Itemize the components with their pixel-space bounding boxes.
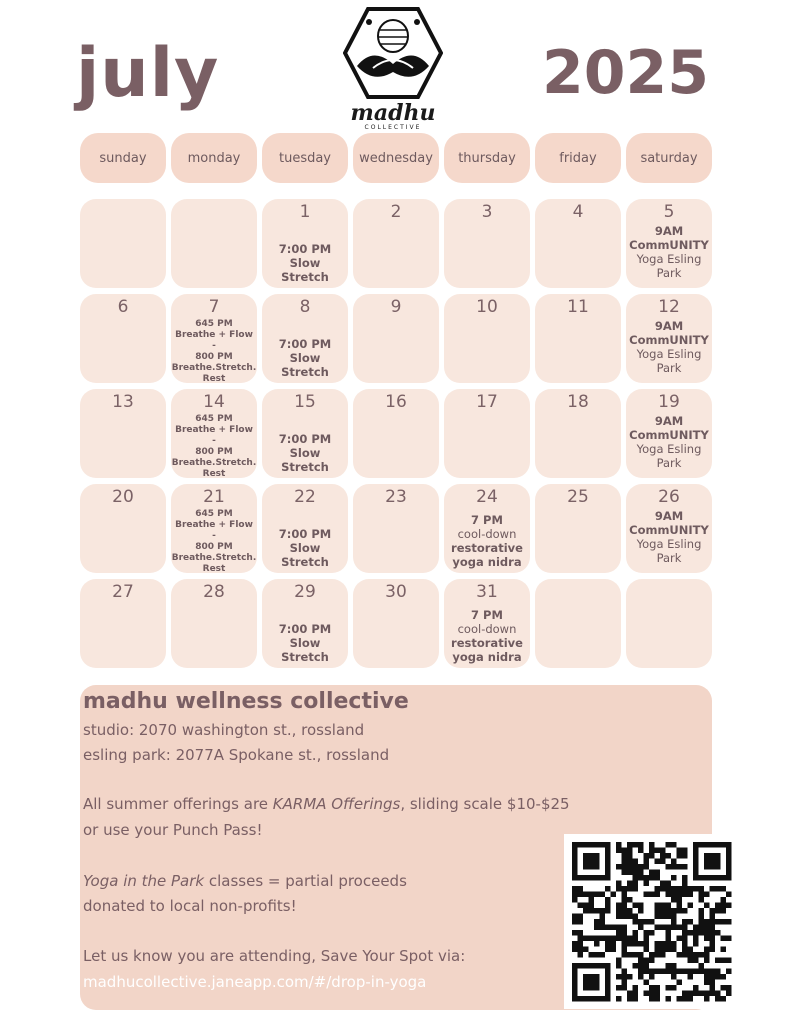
qr-code[interactable]: [564, 834, 739, 1009]
day-cell: [262, 199, 348, 288]
day-cell: [353, 294, 439, 383]
day-number: 15: [294, 392, 316, 412]
calendar-grid: [80, 199, 712, 669]
event-line: restorative: [451, 636, 523, 650]
event-block: [171, 414, 257, 480]
qr-code-icon[interactable]: [564, 834, 739, 1009]
event-line: restorative: [451, 541, 523, 555]
event-block: [444, 608, 530, 664]
event-block: [626, 319, 712, 375]
day-cell: [353, 484, 439, 573]
day-cell: [535, 389, 621, 478]
event-line: 7 PM: [471, 513, 503, 527]
event-line: 800 PM: [195, 542, 233, 552]
day-number: 11: [567, 297, 589, 317]
event-block: [171, 509, 257, 575]
day-number: 16: [385, 392, 407, 412]
event-line: 7:00 PM: [278, 337, 332, 351]
event-block: [262, 616, 348, 664]
day-number: 20: [112, 487, 134, 507]
event-line: 9AM: [654, 414, 684, 428]
weekday-sunday: sunday: [80, 133, 166, 183]
event-line: -: [212, 436, 216, 446]
event-line: 645 PM: [195, 509, 233, 519]
event-line: Stretch: [281, 650, 329, 664]
day-cell: [444, 294, 530, 383]
day-cell: [262, 294, 348, 383]
event-line: 9AM: [654, 319, 684, 333]
day-cell: [353, 199, 439, 288]
event-block: [262, 426, 348, 474]
event-line: Breathe.Stretch.: [171, 458, 257, 468]
day-number: 12: [658, 297, 680, 317]
event-block: [626, 414, 712, 470]
studio-address: studio: 2070 washington st., rossland: [83, 721, 365, 739]
day-number: 24: [476, 487, 498, 507]
event-line: cool-down: [457, 622, 517, 636]
day-cell: [444, 579, 530, 668]
event-line: Rest: [202, 564, 226, 574]
event-line: 9AM: [654, 224, 684, 238]
yoga-emphasis: in the Park: [123, 872, 205, 890]
logo-subtitle: COLLECTIVE: [364, 124, 422, 131]
logo-wordmark: madhu: [350, 100, 436, 126]
day-cell: [444, 484, 530, 573]
day-cell: [80, 389, 166, 478]
event-line: yoga nidra: [452, 650, 522, 664]
event-line: 7:00 PM: [278, 432, 332, 446]
day-number: 18: [567, 392, 589, 412]
event-line: Breathe + Flow: [175, 520, 253, 530]
karma-post: , sliding scale $10-$25: [400, 795, 570, 813]
event-block: [171, 319, 257, 385]
day-cell: [171, 579, 257, 668]
event-line: Yoga Esling: [636, 537, 702, 551]
yoga-park-line: [83, 872, 407, 890]
day-cell: [171, 294, 257, 383]
karma-pre: All summer offerings are: [83, 795, 273, 813]
event-line: CommUNITY: [629, 238, 709, 252]
event-line: 800 PM: [195, 352, 233, 362]
day-number: 3: [481, 202, 493, 222]
day-number: 1: [299, 202, 311, 222]
day-number: 25: [567, 487, 589, 507]
day-number: 31: [476, 582, 498, 602]
day-number: 19: [658, 392, 680, 412]
karma-emphasis: KARMA Offerings: [272, 795, 401, 813]
day-cell: [171, 484, 257, 573]
event-line: Rest: [202, 469, 226, 479]
weekday-header-row: [80, 133, 712, 183]
event-block: [626, 224, 712, 280]
day-cell: [535, 199, 621, 288]
day-cell: [626, 579, 712, 668]
event-line: Park: [656, 266, 682, 280]
event-line: 645 PM: [195, 414, 233, 424]
event-line: Park: [656, 456, 682, 470]
collective-name: madhu wellness collective: [83, 689, 409, 714]
event-block: [262, 521, 348, 569]
event-line: Breathe + Flow: [175, 425, 253, 435]
event-line: 7:00 PM: [278, 527, 332, 541]
event-line: Stretch: [281, 365, 329, 379]
day-number: 29: [294, 582, 316, 602]
event-line: 9AM: [654, 509, 684, 523]
day-cell: [262, 579, 348, 668]
day-number: 21: [203, 487, 225, 507]
event-line: Yoga Esling: [636, 252, 702, 266]
event-line: Park: [656, 551, 682, 565]
event-line: Rest: [202, 374, 226, 384]
day-number: 14: [203, 392, 225, 412]
day-cell: [353, 579, 439, 668]
event-line: -: [212, 531, 216, 541]
weekday-tuesday: tuesday: [262, 133, 348, 183]
weekday-wednesday: wednesday: [353, 133, 439, 183]
event-block: [262, 331, 348, 379]
yoga-post: classes = partial proceeds: [204, 872, 407, 890]
event-line: Yoga Esling: [636, 442, 702, 456]
day-cell: [444, 199, 530, 288]
day-number: 28: [203, 582, 225, 602]
day-cell: [535, 294, 621, 383]
event-line: Stretch: [281, 555, 329, 569]
karma-line: [83, 795, 570, 813]
donation-line: donated to local non-profits!: [83, 897, 297, 915]
day-number: 6: [117, 297, 129, 317]
day-number: 9: [390, 297, 402, 317]
month-title: july: [76, 34, 220, 113]
day-number: 26: [658, 487, 680, 507]
day-cell: [535, 484, 621, 573]
event-line: 7:00 PM: [278, 242, 332, 256]
day-number: 23: [385, 487, 407, 507]
day-cell: [444, 389, 530, 478]
event-line: Slow: [289, 636, 321, 650]
weekday-monday: monday: [171, 133, 257, 183]
event-line: CommUNITY: [629, 333, 709, 347]
event-line: 7:00 PM: [278, 622, 332, 636]
day-number: 27: [112, 582, 134, 602]
event-line: -: [212, 341, 216, 351]
madhu-logo: [343, 6, 443, 132]
punch-pass-line: or use your Punch Pass!: [83, 821, 263, 839]
day-number: 30: [385, 582, 407, 602]
day-cell: [353, 389, 439, 478]
save-spot-line: Let us know you are attending, Save Your Spot via:: [83, 947, 466, 965]
event-line: Stretch: [281, 270, 329, 284]
day-cell: [626, 389, 712, 478]
day-number: 4: [572, 202, 584, 222]
day-number: 13: [112, 392, 134, 412]
event-line: CommUNITY: [629, 428, 709, 442]
beehive-lotus-icon: [343, 6, 443, 100]
day-cell: [262, 484, 348, 573]
day-number: 17: [476, 392, 498, 412]
event-line: Breathe.Stretch.: [171, 553, 257, 563]
year-title: 2025: [542, 38, 709, 108]
event-line: 7 PM: [471, 608, 503, 622]
booking-link[interactable]: madhucollective.janeapp.com/#/drop-in-yoga: [83, 973, 427, 991]
event-line: Stretch: [281, 460, 329, 474]
event-line: Slow: [289, 256, 321, 270]
event-block: [262, 236, 348, 284]
event-line: Slow: [289, 541, 321, 555]
day-cell: [80, 294, 166, 383]
event-line: 800 PM: [195, 447, 233, 457]
event-line: Slow: [289, 351, 321, 365]
day-cell: [80, 484, 166, 573]
day-number: 10: [476, 297, 498, 317]
day-cell: [626, 484, 712, 573]
event-line: Yoga Esling: [636, 347, 702, 361]
day-cell: [262, 389, 348, 478]
day-cell: [80, 199, 166, 288]
weekday-thursday: thursday: [444, 133, 530, 183]
day-cell: [626, 199, 712, 288]
day-cell: [80, 579, 166, 668]
day-cell: [171, 389, 257, 478]
day-number: 22: [294, 487, 316, 507]
event-line: Park: [656, 361, 682, 375]
event-line: yoga nidra: [452, 555, 522, 569]
event-line: 645 PM: [195, 319, 233, 329]
day-number: 8: [299, 297, 311, 317]
day-cell: [535, 579, 621, 668]
day-number: 7: [208, 297, 220, 317]
yoga-pre: Yoga: [83, 872, 124, 890]
day-number: 2: [390, 202, 402, 222]
event-line: cool-down: [457, 527, 517, 541]
weekday-friday: friday: [535, 133, 621, 183]
event-line: Breathe.Stretch.: [171, 363, 257, 373]
event-line: CommUNITY: [629, 523, 709, 537]
day-cell: [171, 199, 257, 288]
park-address: esling park: 2077A Spokane st., rossland: [83, 746, 390, 764]
day-cell: [626, 294, 712, 383]
event-line: Slow: [289, 446, 321, 460]
event-block: [626, 509, 712, 565]
day-number: 5: [663, 202, 675, 222]
event-block: [444, 513, 530, 569]
weekday-saturday: saturday: [626, 133, 712, 183]
event-line: Breathe + Flow: [175, 330, 253, 340]
